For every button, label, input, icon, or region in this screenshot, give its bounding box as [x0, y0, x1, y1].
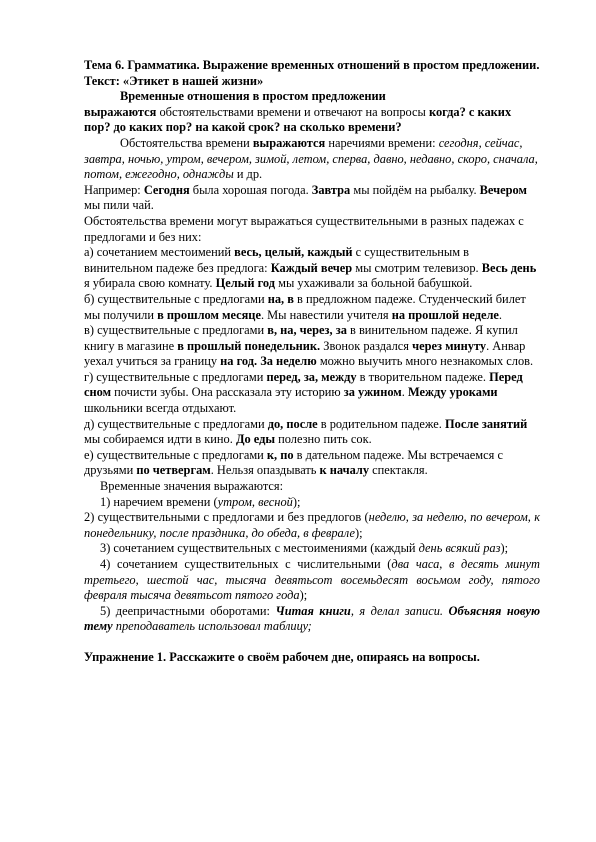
meaning-3	[84, 541, 540, 557]
meaning-3-text-2: );	[500, 541, 509, 556]
example-text-1: Например:	[84, 182, 144, 197]
item-a-text-3: мы смотрим телевизор.	[352, 260, 482, 275]
item-a-bold-1: весь, целый, каждый	[234, 245, 353, 260]
intro-text-1: обстоятельствами времени и отвечают на вопросы	[156, 104, 429, 119]
example-bold-3: Вечером	[479, 182, 527, 197]
item-a-bold-2: Каждый вечер	[270, 260, 353, 275]
item-e-text-4: полезно пить сок.	[275, 432, 372, 447]
item-e-text-2: в родительном падеже.	[317, 416, 445, 431]
item-d	[84, 370, 540, 417]
item-c-bold-2: в прошлый понедельник.	[177, 338, 321, 353]
meaning-2-text-1: 2) существительными с предлогами и без предлогов (	[84, 510, 369, 525]
item-c-bold-4: на год. За неделю	[220, 354, 317, 369]
item-b-text-1: б) существительные с предлогами	[84, 291, 268, 306]
meaning-5-text-1: 5) деепричастными оборотами:	[100, 603, 276, 618]
item-f	[84, 448, 540, 479]
adverbs-text-3: и др.	[233, 167, 263, 182]
item-b-text-4: .	[498, 307, 503, 322]
item-e-text-1: д) существительные с предлогами	[84, 416, 268, 431]
item-a-text-2: с существительным в винительном падеже без предлога:	[84, 245, 470, 275]
item-a-text-1: а) сочетанием местоимений	[84, 245, 235, 260]
item-c-bold-1: в, на, через, за	[267, 323, 347, 338]
meaning-5-italic-1: , я делал записи.	[350, 603, 449, 618]
meaning-1-italic: утром, весной	[217, 494, 293, 509]
item-f-bold-3: к началу	[319, 463, 370, 478]
meaning-4-text-1: 4) сочетанием существительных с числительными (	[100, 557, 392, 571]
item-b-bold-3: на прошлой неделе	[391, 307, 499, 322]
item-f-text-1: е) существительные с предлогами	[84, 447, 267, 462]
item-b-bold-1: на, в	[267, 291, 294, 306]
item-a-bold-3: Весь день	[481, 260, 537, 275]
meaning-3-text-1: 3) сочетанием существительных с местоимениями (каждый	[100, 541, 419, 556]
item-d-bold-3: за ужином	[343, 385, 402, 400]
item-a-text-5: мы ухаживали за больной бабушкой.	[275, 276, 473, 291]
item-d-text-3: почисти зубы. Она рассказала эту историю	[111, 385, 344, 400]
item-a-text-4: я убирала свою комнату.	[84, 276, 216, 291]
adverbs-text-2: наречиями времени:	[325, 135, 439, 150]
topic-heading: Тема 6. Грамматика. Выражение временных отношений в простом предложении.	[84, 58, 540, 72]
example-paragraph	[84, 183, 540, 214]
meanings-heading: Временные значения выражаются:	[100, 479, 284, 494]
item-d-text-5: школьники всегда отдыхают.	[84, 401, 237, 416]
meaning-3-italic: день всякий раз	[418, 541, 501, 556]
meaning-2-text-2: );	[354, 525, 363, 540]
item-d-text-2: в творительном падеже.	[356, 369, 490, 384]
example-bold-1: Сегодня	[143, 182, 190, 197]
item-d-bold-2: Перед сном	[84, 369, 523, 400]
item-c-text-1: в) существительные с предлогами	[84, 323, 268, 338]
item-b-bold-2: в прошлом месяце	[157, 307, 261, 322]
intro-questions: когда? с каких пор? до каких пор? на какой срок? на сколько времени?	[84, 104, 512, 135]
item-c-bold-3: через минуту	[412, 338, 487, 353]
item-d-bold-4: Между уроками	[407, 385, 498, 400]
adverbs-list: сегодня, сейчас, завтра, ночью, утром, вечером, зимой, летом, сперва, давно, недавно, скоро, сначала, потом, ежегодно, однажды	[84, 135, 538, 182]
meaning-4-italic-1: два часа	[391, 557, 440, 571]
meaning-5-italic-2: преподаватель использовал таблицу;	[112, 619, 312, 634]
meaning-5-bold-italic-2: Объясняя новую тему	[84, 603, 540, 634]
item-f-text-2: в дательном падеже. Мы встречаемся с друзьями	[84, 447, 503, 478]
adverbs-bold-1: выражаются	[252, 135, 326, 150]
meaning-5-bold-italic-1: Читая книги	[275, 603, 351, 618]
meaning-1	[84, 495, 540, 511]
adverbs-paragraph	[84, 136, 540, 183]
item-d-bold-1: перед, за, между	[266, 369, 357, 384]
item-c-text-4: . Анвар уехал учиться за границу	[84, 338, 526, 369]
meaning-2-italic: неделю, за неделю, по вечером, к понедельнику, после праздника, до обеда, в феврале	[84, 510, 541, 540]
item-b-text-3: . Мы навестили учителя	[260, 307, 392, 322]
item-a	[84, 245, 540, 292]
item-c-text-5: можно выучить много незнакомых слов.	[316, 354, 534, 369]
item-e	[84, 417, 540, 448]
meaning-4	[84, 557, 540, 604]
meaning-5	[84, 604, 540, 635]
item-f-text-4: спектакля.	[369, 463, 428, 478]
meaning-2	[84, 510, 540, 541]
item-a-bold-4: Целый год	[215, 276, 276, 291]
example-text-2: была хорошая погода.	[189, 182, 312, 197]
example-text-4: мы пили чай.	[84, 198, 154, 213]
section-heading: Временные отношения в простом предложении	[120, 89, 386, 104]
item-b	[84, 292, 540, 323]
item-b-text-2: в предложном падеже. Студенческий билет мы получили	[84, 291, 526, 322]
item-e-bold-3: До еды	[235, 432, 276, 447]
item-e-bold-1: до, после	[267, 416, 318, 431]
meaning-1-text-2: );	[292, 494, 301, 509]
meaning-4-italic-2: в десять минут третьего, шестой час, тысяча девятьсот восемьдесят восьмом году, пятого февраля тысяча девятьсот пятого года	[84, 557, 540, 603]
example-bold-2: Завтра	[311, 182, 351, 197]
exercise-heading: Упражнение 1. Расскажите о своём рабочем дне, опираясь на вопросы.	[84, 649, 480, 664]
item-f-text-3: . Нельзя опаздывать	[210, 463, 320, 478]
item-c-text-2: в винительном падеже. Я купил книгу в магазине	[84, 323, 518, 353]
item-d-text-4: .	[401, 385, 408, 400]
meaning-1-text-1: 1) наречием времени (	[100, 494, 218, 509]
intro-paragraph	[84, 105, 540, 136]
item-e-bold-2: После занятий	[444, 416, 528, 431]
intro-bold-1: выражаются	[84, 104, 157, 119]
item-c	[84, 323, 540, 370]
example-text-3: мы пойдём на рыбалку.	[350, 182, 480, 197]
item-e-text-3: мы собираемся идти в кино.	[84, 432, 236, 447]
item-c-text-3: Звонок раздался	[320, 338, 413, 353]
spacer	[84, 635, 540, 650]
item-f-bold-2: по четвергам	[136, 463, 211, 478]
meaning-4-text-3: );	[299, 588, 308, 603]
nouns-intro-paragraph: Обстоятельства времени могут выражаться существительными в разных падежах с предлогами и без них:	[84, 213, 524, 244]
meaning-4-text-2: ,	[439, 557, 450, 571]
item-d-text-1: г) существительные с предлогами	[84, 369, 267, 384]
adverbs-text-1: Обстоятельства времени	[120, 135, 253, 150]
text-title: Текст: «Этикет в нашей жизни»	[84, 73, 264, 88]
item-f-bold-1: к, по	[266, 447, 294, 462]
